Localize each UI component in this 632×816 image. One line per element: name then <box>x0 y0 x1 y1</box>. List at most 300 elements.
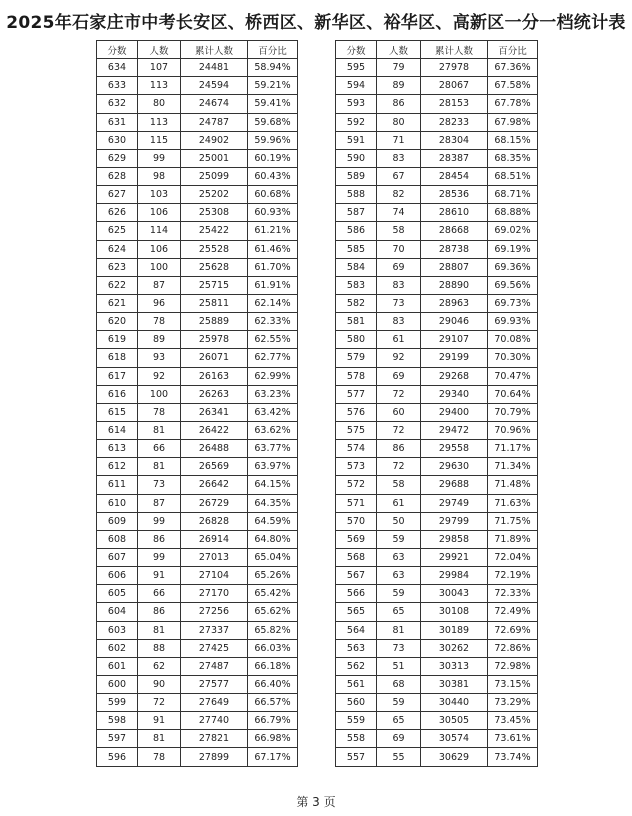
table-row <box>97 331 298 349</box>
cell-count: 51 <box>377 657 421 675</box>
cell-cumulative: 29984 <box>421 567 488 585</box>
cell-cumulative: 25528 <box>181 240 248 258</box>
cell-percentage: 71.75% <box>488 512 538 530</box>
cell-percentage: 64.59% <box>248 512 298 530</box>
cell-cumulative: 26341 <box>181 403 248 421</box>
cell-percentage: 65.62% <box>248 603 298 621</box>
cell-percentage: 59.41% <box>248 95 298 113</box>
cell-cumulative: 29046 <box>421 313 488 331</box>
table-row <box>97 548 298 566</box>
cell-percentage: 71.63% <box>488 494 538 512</box>
table-row <box>336 313 538 331</box>
table-row <box>97 530 298 548</box>
table-row <box>336 113 538 131</box>
cell-score: 598 <box>97 712 138 730</box>
cell-cumulative: 29558 <box>421 440 488 458</box>
cell-count: 69 <box>377 258 421 276</box>
cell-score: 610 <box>97 494 138 512</box>
table-row <box>336 258 538 276</box>
cell-count: 93 <box>138 349 181 367</box>
cell-cumulative: 29688 <box>421 476 488 494</box>
cell-count: 69 <box>377 367 421 385</box>
cell-percentage: 71.89% <box>488 530 538 548</box>
cell-percentage: 68.88% <box>488 204 538 222</box>
cell-percentage: 67.17% <box>248 748 298 766</box>
cell-count: 72 <box>138 694 181 712</box>
table-row <box>336 186 538 204</box>
cell-percentage: 72.19% <box>488 567 538 585</box>
cell-score: 583 <box>336 276 377 294</box>
cell-score: 585 <box>336 240 377 258</box>
cell-score: 559 <box>336 712 377 730</box>
column-header-count: 人数 <box>138 41 181 59</box>
table-row <box>97 240 298 258</box>
cell-count: 86 <box>138 603 181 621</box>
cell-score: 591 <box>336 131 377 149</box>
cell-count: 86 <box>377 95 421 113</box>
cell-count: 58 <box>377 222 421 240</box>
cell-count: 99 <box>138 512 181 530</box>
table-row <box>97 440 298 458</box>
cell-percentage: 70.08% <box>488 331 538 349</box>
cell-count: 89 <box>138 331 181 349</box>
cell-score: 572 <box>336 476 377 494</box>
cell-percentage: 70.64% <box>488 385 538 403</box>
table-row <box>97 621 298 639</box>
cell-percentage: 64.15% <box>248 476 298 494</box>
table-row <box>97 95 298 113</box>
cell-cumulative: 28153 <box>421 95 488 113</box>
table-row <box>97 585 298 603</box>
cell-cumulative: 28067 <box>421 77 488 95</box>
cell-cumulative: 27821 <box>181 730 248 748</box>
cell-cumulative: 29630 <box>421 458 488 476</box>
score-table-right <box>335 40 538 767</box>
cell-score: 582 <box>336 294 377 312</box>
cell-percentage: 62.99% <box>248 367 298 385</box>
cell-cumulative: 24674 <box>181 95 248 113</box>
cell-cumulative: 28963 <box>421 294 488 312</box>
table-row <box>97 730 298 748</box>
table-row <box>97 167 298 185</box>
table-row <box>97 222 298 240</box>
cell-score: 578 <box>336 367 377 385</box>
cell-cumulative: 27013 <box>181 548 248 566</box>
cell-count: 72 <box>377 458 421 476</box>
cell-cumulative: 26488 <box>181 440 248 458</box>
cell-count: 89 <box>377 77 421 95</box>
cell-score: 565 <box>336 603 377 621</box>
cell-percentage: 66.98% <box>248 730 298 748</box>
cell-percentage: 73.29% <box>488 694 538 712</box>
table-row <box>336 639 538 657</box>
cell-score: 563 <box>336 639 377 657</box>
cell-score: 607 <box>97 548 138 566</box>
cell-percentage: 63.62% <box>248 421 298 439</box>
table-row <box>336 494 538 512</box>
cell-cumulative: 28304 <box>421 131 488 149</box>
cell-count: 83 <box>377 313 421 331</box>
cell-cumulative: 30381 <box>421 675 488 693</box>
cell-count: 61 <box>377 494 421 512</box>
cell-score: 625 <box>97 222 138 240</box>
cell-score: 612 <box>97 458 138 476</box>
cell-percentage: 73.45% <box>488 712 538 730</box>
table-row <box>336 476 538 494</box>
cell-cumulative: 25715 <box>181 276 248 294</box>
cell-count: 71 <box>377 131 421 149</box>
cell-count: 106 <box>138 240 181 258</box>
cell-count: 66 <box>138 585 181 603</box>
cell-score: 602 <box>97 639 138 657</box>
cell-score: 600 <box>97 675 138 693</box>
cell-score: 620 <box>97 313 138 331</box>
cell-score: 593 <box>336 95 377 113</box>
cell-cumulative: 25202 <box>181 186 248 204</box>
cell-percentage: 63.42% <box>248 403 298 421</box>
cell-percentage: 64.80% <box>248 530 298 548</box>
table-row <box>97 113 298 131</box>
cell-count: 65 <box>377 712 421 730</box>
cell-percentage: 66.18% <box>248 657 298 675</box>
cell-cumulative: 30262 <box>421 639 488 657</box>
cell-percentage: 68.15% <box>488 131 538 149</box>
cell-score: 579 <box>336 349 377 367</box>
cell-percentage: 72.33% <box>488 585 538 603</box>
cell-count: 96 <box>138 294 181 312</box>
cell-score: 616 <box>97 385 138 403</box>
cell-count: 83 <box>377 276 421 294</box>
cell-score: 614 <box>97 421 138 439</box>
cell-score: 603 <box>97 621 138 639</box>
cell-cumulative: 29472 <box>421 421 488 439</box>
cell-percentage: 67.78% <box>488 95 538 113</box>
cell-score: 571 <box>336 494 377 512</box>
cell-count: 59 <box>377 530 421 548</box>
cell-percentage: 72.04% <box>488 548 538 566</box>
cell-percentage: 68.71% <box>488 186 538 204</box>
table-row <box>336 440 538 458</box>
cell-count: 62 <box>138 657 181 675</box>
cell-score: 577 <box>336 385 377 403</box>
table-row <box>336 240 538 258</box>
cell-cumulative: 25308 <box>181 204 248 222</box>
cell-count: 87 <box>138 494 181 512</box>
cell-cumulative: 26263 <box>181 385 248 403</box>
cell-cumulative: 25422 <box>181 222 248 240</box>
cell-percentage: 60.19% <box>248 149 298 167</box>
cell-count: 78 <box>138 748 181 766</box>
cell-cumulative: 24594 <box>181 77 248 95</box>
cell-percentage: 65.42% <box>248 585 298 603</box>
cell-score: 601 <box>97 657 138 675</box>
score-table-right-body <box>336 59 538 766</box>
cell-count: 81 <box>138 458 181 476</box>
cell-score: 588 <box>336 186 377 204</box>
table-row <box>336 675 538 693</box>
column-header-score: 分数 <box>97 41 138 59</box>
cell-score: 609 <box>97 512 138 530</box>
table-row <box>97 294 298 312</box>
table-row <box>97 403 298 421</box>
cell-percentage: 61.46% <box>248 240 298 258</box>
table-row <box>97 657 298 675</box>
table-row <box>336 131 538 149</box>
table-row <box>97 204 298 222</box>
cell-score: 574 <box>336 440 377 458</box>
cell-count: 63 <box>377 548 421 566</box>
cell-score: 627 <box>97 186 138 204</box>
cell-percentage: 71.48% <box>488 476 538 494</box>
cell-count: 59 <box>377 585 421 603</box>
cell-cumulative: 27256 <box>181 603 248 621</box>
cell-cumulative: 25099 <box>181 167 248 185</box>
column-header-cumulative: 累计人数 <box>421 41 488 59</box>
cell-count: 55 <box>377 748 421 766</box>
cell-percentage: 62.55% <box>248 331 298 349</box>
cell-score: 611 <box>97 476 138 494</box>
cell-percentage: 62.77% <box>248 349 298 367</box>
cell-count: 73 <box>138 476 181 494</box>
cell-count: 66 <box>138 440 181 458</box>
cell-cumulative: 27978 <box>421 59 488 77</box>
cell-score: 576 <box>336 403 377 421</box>
table-row <box>336 748 538 766</box>
cell-score: 573 <box>336 458 377 476</box>
cell-percentage: 72.98% <box>488 657 538 675</box>
cell-percentage: 70.79% <box>488 403 538 421</box>
cell-score: 569 <box>336 530 377 548</box>
cell-count: 88 <box>138 639 181 657</box>
cell-cumulative: 26828 <box>181 512 248 530</box>
cell-cumulative: 27104 <box>181 567 248 585</box>
column-header-cumulative: 累计人数 <box>181 41 248 59</box>
cell-percentage: 67.98% <box>488 113 538 131</box>
cell-score: 596 <box>97 748 138 766</box>
table-row <box>336 421 538 439</box>
cell-percentage: 60.43% <box>248 167 298 185</box>
cell-count: 87 <box>138 276 181 294</box>
cell-cumulative: 25978 <box>181 331 248 349</box>
cell-cumulative: 25889 <box>181 313 248 331</box>
cell-cumulative: 25628 <box>181 258 248 276</box>
cell-percentage: 68.35% <box>488 149 538 167</box>
cell-cumulative: 30505 <box>421 712 488 730</box>
cell-cumulative: 30313 <box>421 657 488 675</box>
cell-score: 564 <box>336 621 377 639</box>
cell-percentage: 69.19% <box>488 240 538 258</box>
cell-percentage: 71.34% <box>488 458 538 476</box>
cell-cumulative: 24481 <box>181 59 248 77</box>
cell-score: 621 <box>97 294 138 312</box>
cell-count: 106 <box>138 204 181 222</box>
cell-percentage: 69.73% <box>488 294 538 312</box>
cell-count: 79 <box>377 59 421 77</box>
cell-score: 586 <box>336 222 377 240</box>
table-row <box>336 149 538 167</box>
cell-cumulative: 26729 <box>181 494 248 512</box>
table-row <box>336 585 538 603</box>
cell-count: 92 <box>377 349 421 367</box>
cell-cumulative: 28454 <box>421 167 488 185</box>
cell-percentage: 61.91% <box>248 276 298 294</box>
cell-cumulative: 28738 <box>421 240 488 258</box>
cell-cumulative: 26163 <box>181 367 248 385</box>
cell-score: 630 <box>97 131 138 149</box>
cell-percentage: 70.47% <box>488 367 538 385</box>
page-number: 第 3 页 <box>296 795 336 809</box>
table-row <box>97 603 298 621</box>
cell-percentage: 71.17% <box>488 440 538 458</box>
cell-count: 80 <box>138 95 181 113</box>
cell-score: 567 <box>336 567 377 585</box>
table-row <box>97 131 298 149</box>
cell-percentage: 60.68% <box>248 186 298 204</box>
cell-cumulative: 29199 <box>421 349 488 367</box>
cell-cumulative: 28610 <box>421 204 488 222</box>
table-row <box>336 331 538 349</box>
cell-cumulative: 29268 <box>421 367 488 385</box>
cell-percentage: 67.58% <box>488 77 538 95</box>
cell-score: 580 <box>336 331 377 349</box>
cell-cumulative: 25001 <box>181 149 248 167</box>
cell-count: 74 <box>377 204 421 222</box>
cell-cumulative: 29107 <box>421 331 488 349</box>
cell-cumulative: 28668 <box>421 222 488 240</box>
cell-count: 82 <box>377 186 421 204</box>
cell-score: 597 <box>97 730 138 748</box>
cell-cumulative: 30189 <box>421 621 488 639</box>
cell-score: 595 <box>336 59 377 77</box>
cell-count: 81 <box>138 621 181 639</box>
cell-count: 81 <box>138 730 181 748</box>
table-row <box>97 313 298 331</box>
cell-count: 72 <box>377 421 421 439</box>
cell-count: 91 <box>138 712 181 730</box>
cell-percentage: 69.02% <box>488 222 538 240</box>
table-header-row <box>336 41 538 59</box>
cell-score: 581 <box>336 313 377 331</box>
cell-percentage: 67.36% <box>488 59 538 77</box>
cell-score: 613 <box>97 440 138 458</box>
cell-cumulative: 28387 <box>421 149 488 167</box>
cell-percentage: 72.49% <box>488 603 538 621</box>
cell-count: 80 <box>377 113 421 131</box>
cell-percentage: 59.21% <box>248 77 298 95</box>
cell-cumulative: 29400 <box>421 403 488 421</box>
cell-percentage: 66.40% <box>248 675 298 693</box>
table-row <box>97 367 298 385</box>
cell-cumulative: 28233 <box>421 113 488 131</box>
cell-score: 568 <box>336 548 377 566</box>
table-row <box>336 621 538 639</box>
cell-percentage: 73.15% <box>488 675 538 693</box>
table-row <box>97 77 298 95</box>
cell-percentage: 66.79% <box>248 712 298 730</box>
cell-percentage: 63.77% <box>248 440 298 458</box>
cell-count: 72 <box>377 385 421 403</box>
table-row <box>97 59 298 77</box>
table-row <box>97 149 298 167</box>
cell-score: 592 <box>336 113 377 131</box>
cell-cumulative: 30629 <box>421 748 488 766</box>
cell-score: 561 <box>336 675 377 693</box>
cell-cumulative: 26071 <box>181 349 248 367</box>
cell-count: 60 <box>377 403 421 421</box>
table-row <box>336 694 538 712</box>
cell-count: 99 <box>138 149 181 167</box>
cell-score: 622 <box>97 276 138 294</box>
cell-count: 69 <box>377 730 421 748</box>
cell-percentage: 63.97% <box>248 458 298 476</box>
table-row <box>97 276 298 294</box>
table-row <box>336 603 538 621</box>
cell-cumulative: 26569 <box>181 458 248 476</box>
cell-cumulative: 29340 <box>421 385 488 403</box>
column-header-count: 人数 <box>377 41 421 59</box>
cell-cumulative: 30108 <box>421 603 488 621</box>
score-table-left-body <box>97 59 298 766</box>
cell-percentage: 61.70% <box>248 258 298 276</box>
cell-score: 617 <box>97 367 138 385</box>
cell-count: 92 <box>138 367 181 385</box>
table-row <box>336 567 538 585</box>
cell-score: 604 <box>97 603 138 621</box>
table-row <box>97 567 298 585</box>
cell-score: 590 <box>336 149 377 167</box>
table-row <box>97 421 298 439</box>
cell-cumulative: 27170 <box>181 585 248 603</box>
cell-count: 103 <box>138 186 181 204</box>
cell-percentage: 70.30% <box>488 349 538 367</box>
cell-cumulative: 30574 <box>421 730 488 748</box>
cell-count: 115 <box>138 131 181 149</box>
cell-percentage: 58.94% <box>248 59 298 77</box>
cell-percentage: 72.86% <box>488 639 538 657</box>
cell-cumulative: 26422 <box>181 421 248 439</box>
cell-cumulative: 24787 <box>181 113 248 131</box>
table-row <box>97 712 298 730</box>
table-row <box>336 403 538 421</box>
cell-score: 634 <box>97 59 138 77</box>
table-row <box>336 95 538 113</box>
cell-count: 78 <box>138 313 181 331</box>
cell-score: 623 <box>97 258 138 276</box>
cell-count: 91 <box>138 567 181 585</box>
cell-count: 86 <box>377 440 421 458</box>
cell-count: 61 <box>377 331 421 349</box>
table-row <box>336 385 538 403</box>
table-row <box>97 494 298 512</box>
cell-score: 633 <box>97 77 138 95</box>
cell-count: 58 <box>377 476 421 494</box>
cell-cumulative: 27577 <box>181 675 248 693</box>
cell-count: 78 <box>138 403 181 421</box>
cell-cumulative: 26642 <box>181 476 248 494</box>
cell-score: 562 <box>336 657 377 675</box>
table-row <box>97 748 298 766</box>
cell-percentage: 61.21% <box>248 222 298 240</box>
cell-score: 584 <box>336 258 377 276</box>
cell-cumulative: 29749 <box>421 494 488 512</box>
cell-count: 113 <box>138 77 181 95</box>
cell-count: 65 <box>377 603 421 621</box>
cell-percentage: 59.68% <box>248 113 298 131</box>
table-row <box>97 385 298 403</box>
cell-count: 50 <box>377 512 421 530</box>
cell-percentage: 59.96% <box>248 131 298 149</box>
score-table-left <box>96 40 298 767</box>
